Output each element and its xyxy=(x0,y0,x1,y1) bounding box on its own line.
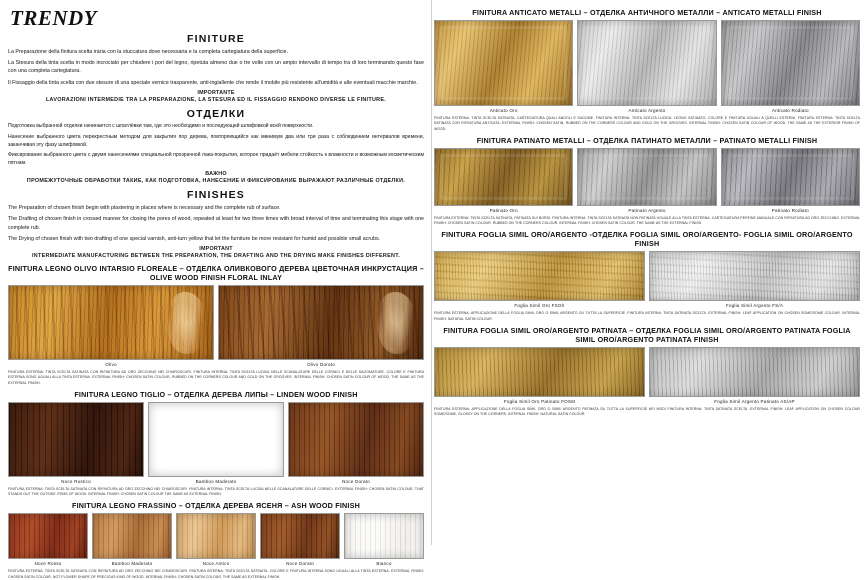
finish-legal-text: FINITURA ESTERNA: TINTA SCELTA SATINATA CON RIFINITURA AD ORO ZECCHINO NEI CHIAROSCURI. FINITURA INTERNA: TINTA SCELTA LUCIDA NELLE SCANALATURE DELLE CORNICI E DELLE SAGOMATURE. COLORE E FINITURA ESTERNA SONO UGUALI ALLA TINTA ESTERNA. EXTERNAL FINISH: CHOSEN SATIN COLOUR, RUBBED ON THE CORNERS COLOUR AND GOLD ON THE GROOVES. INTERNAL FINISH: CHOSEN SATIN COLOUR OF WOOD, THE SAME AS THE EXTERNAL FINISH. xyxy=(8,370,424,385)
swatch-caption: Foglia Simil Oro FSO/I xyxy=(514,303,565,309)
caption-row xyxy=(8,362,424,367)
swatch-noce-rustico[interactable] xyxy=(8,402,144,477)
finish-legal-text: FINITURA ESTERNA: TINTA SCELTA SATINATA CON RIFINITURA AD ORO ZECCHINO NEI CHIAROSCURI. FINITURA INTERNA: TINTA SCELTA SATINATA. COLORE E FINITURA INTERNA SONO UGUALI ALLA TINTA ESTERNA. EXTERNAL FINISH: CHOSEN SATIN COLOUR, NOT FLOWER SHAPE OF PRECIOUS KIND OF WOOD. INTERNAL FINISH: CHOSEN SATIN COLOUR, THE SAME AS EXTERNAL FINISH. xyxy=(8,569,424,579)
swatch-row xyxy=(434,251,860,301)
swatch-patinato-rodiato[interactable] xyxy=(721,148,860,206)
swatch-foglia-simil-argento[interactable] xyxy=(649,251,860,301)
finish-title: FINITURA FOGLIA SIMIL ORO/ARGENTO -ОТДЕЛКА FOGLIA SIMIL ORO/ARGENTO- FOGLIA SIMIL ORO/ARGENTO FINISH xyxy=(441,230,853,249)
swatch-noce-antico[interactable] xyxy=(176,513,256,559)
swatch-caption: Olivo xyxy=(105,362,117,368)
panel-frame xyxy=(583,154,710,200)
section-title-otdelki: ОТДЕЛКИ xyxy=(186,107,246,120)
brand-title: TRENDY xyxy=(10,6,97,30)
caption-row xyxy=(434,108,860,113)
finish-block-ash-wood xyxy=(8,501,424,580)
finish-title: FINITURA ANTICATO METALLI – ОТДЕЛКА АНТИЧНОГО МЕТАЛЛИ – ANTICATO METALLI FINISH xyxy=(472,8,822,17)
swatch-row xyxy=(434,148,860,206)
finish-title: FINITURA LEGNO TIGLIO – ОТДЕЛКА ДЕРЕВА ЛИПЫ – LINDEN WOOD FINISH xyxy=(74,389,358,399)
finish-legal-text: FINITURA ESTERNA: TINTA SCELTA SATINATA, PATINATA SUI BORDI. FINITURA INTERNA: TINTA SCELTA SATINATA NON PATINATA UGUALE ALLA TINTA ESTERNA. CARTEGIATURA PERFINE MANUALE CON RIFINITURA AD ORO ZECCHINO. EXTERNAL FINISH: CHOSEN SATIN COLOUR, RUBBED ON THE CORNERS COLOUR. INTERNAL FINISH: CHOSEN SATIN COLOUR, THE SAME AS THE EXTERNAL FINISH. xyxy=(434,215,860,225)
caption-row xyxy=(8,561,424,566)
swatch-caption: Noce Antico xyxy=(202,561,230,567)
important-label-it: IMPORTANTE xyxy=(197,89,235,96)
paragraph-en-3: The Drying of chosen finish with two drafting of one special varnish, anti-turn yellow that let the furniture be more resistant for humid and possible small acrubs. xyxy=(8,235,381,242)
finish-block-linden-wood xyxy=(8,390,424,498)
swatch-bianco[interactable] xyxy=(344,513,424,559)
swatch-caption: Olivo Dorato xyxy=(307,362,335,368)
swatch-caption: Patinato Oro xyxy=(489,207,518,213)
important-label-ru: ВАЖНО xyxy=(205,171,227,178)
finish-legal-text: FINITURA ESTERNA: TINTA SCELTA SATINATA, CARTEGIATURA QUALI ANGOLI E SAGOME. FINITURA INTERNA: TINTA SCELTA LUCIDA. LEGNO SATINATO, COLORE E FINITURA UGUALI A QUELLI ESTERNI. FINITURA ESTERNA: TINTA SCELTA SATINATA CON RIFINITURA ANTICATA. EXTERNAL FINISH: CHOSEN SATIN, RUBBED ON THE CORNERS COLOUR AND GOLD ON THE GROOVES. INTERNAL FINISH: CHOSEN SATIN COLOUR OF WOOD, THE SAME AS THE EXTERIOR FINISH OF WOOD. xyxy=(434,116,860,131)
swatch-patinato-oro[interactable] xyxy=(434,148,573,206)
paragraph-it-1: La Preparazione della finitura scelta inizia con la stuccatura dove necessaria e la completa cartegiatura della superficie. xyxy=(8,49,289,55)
swatch-row xyxy=(8,402,424,477)
paragraph-ru-2: Нанесение выбранного цвета перекрестным методом для закрытия пор дерева, повторяющийся как минимум два или три раза с соблюдением интервалов времени, заканчивая эту фазу шлифовкой. xyxy=(8,133,424,148)
swatch-caption: Patinato Argento xyxy=(628,207,666,213)
swatch-row xyxy=(434,20,860,106)
swatch-row xyxy=(8,513,424,559)
paragraph-it-3: Il Fissaggio della tinta scelta con due stesure di una speciale vernice trasparente, anti-ingiallente che rende il mobile più resistente all'umidità e alle eventuali macchie marchie. xyxy=(8,79,418,86)
swatch-row xyxy=(8,285,424,360)
floral-inlay-icon xyxy=(377,292,417,354)
swatch-caption: Noce Dorato xyxy=(342,478,370,484)
swatch-shading xyxy=(149,403,283,476)
finish-block-foglia-simil-patinata xyxy=(434,326,860,418)
caption-row xyxy=(434,303,860,308)
swatch-shading xyxy=(9,403,143,476)
caption-row xyxy=(434,208,860,213)
swatch-caption: Foglia Simil Argento FS/A xyxy=(725,303,784,309)
swatch-caption: Foglia Simil Argento Patinato AS/AP xyxy=(714,398,795,404)
swatch-shading xyxy=(177,514,255,558)
swatch-shading xyxy=(93,514,171,558)
finish-title: FINITURA LEGNO OLIVO INTARSIO FLOREALE – ОТДЕЛКА ОЛИВКОВОГО ДЕРЕВА ЦВЕТОЧНАЯ ИНКРУСТАЦИЯ – OLIVE WOOD FINISH FLORAL INLAY xyxy=(8,264,424,283)
section-title-finishes: FINISHES xyxy=(186,189,246,202)
swatch-caption: Anticato Argento xyxy=(628,108,666,113)
swatch-foglia-argento-patinato[interactable] xyxy=(649,347,860,397)
swatch-caption: Foglia Simil Oro Patinato FOSM xyxy=(503,398,576,404)
paragraph-en-2: The Drafting of chosen finish in crossed manner for closing the pores of wood, repeated at least for two three times with broad interval of time and terminating this stage with one complete rub. xyxy=(8,216,424,231)
swatch-foglia-simil-oro[interactable] xyxy=(434,251,645,301)
swatch-caption: Bamboo Maderato xyxy=(195,478,237,484)
panel-frame xyxy=(440,154,567,200)
swatch-bamboo-maderato[interactable] xyxy=(148,402,284,477)
swatch-shading xyxy=(650,252,859,300)
swatch-anticato-rodiato[interactable] xyxy=(721,20,860,106)
panel-frame xyxy=(727,26,854,100)
important-text-it: LAVORAZIONI INTERMEDIE TRA LA PREPARAZIONE, LA STESURA ED IL FISSAGGIO RENDONO DIVERSE LE FINITURE. xyxy=(45,96,387,103)
swatch-caption: Bianco xyxy=(376,561,392,567)
caption-row xyxy=(434,399,860,404)
finish-legal-text: FINITURA ESTERNA: APPLICAZIONE DELLA FOGLIA SIMIL ORO O SIMIL ARGENTO SU TUTTA LA SUPERFICIE. FINITURA INTERNA: TINTA SATINATA SCELTA. EXTERNAL FINISH: LEAF APPLICATION ON CHOSEN SOME/SOME COLOUR. INTERNAL FINISH: NATURAL SATIN COLOUR. xyxy=(434,311,860,321)
swatch-olivo-dorato[interactable] xyxy=(218,285,424,360)
finish-title: FINITURA LEGNO FRASSINO – ОТДЕЛКА ДЕРЕВА ЯСЕНЯ – ASH WOOD FINISH xyxy=(72,501,360,511)
paragraph-ru-3: Фиксирование выбранного цвета с двумя нанесениями специальной прозрачной лака-покрытия, которое придаёт мебели стойкость к влажности и возможным косметическим пятнам. xyxy=(8,152,424,167)
section-title-finiture: FINITURE xyxy=(186,33,245,45)
swatch-caption: Patinato Rodiato xyxy=(771,207,809,213)
left-column xyxy=(0,0,430,579)
right-column xyxy=(430,0,866,545)
finish-legal-text: FINITURA ESTERNA: APPLICAZIONE DELLA FOGLIA SIMIL ORO O SIMIL ARGENTO PATINATA SU TUTTA LA SUPERFICIE NEI MODI FINITURA INTERNA: TINTA SATINATA SCELTA. EXTERNAL FINISH: LEAF APPLICATION ON CHOSEN COLOUR SOME/SOME, GLOSSY ON THE CORNERS. INTERNAL FINISH: NATURAL SATIN COLOUR. xyxy=(434,406,860,416)
finish-title: FINITURA PATINATO METALLI – ОТДЕЛКА ПАТИНАТО МЕТАЛЛИ – PATINATO METALLI FINISH xyxy=(476,135,818,145)
finish-legal-text: FINITURA ESTERNA: TINTA SCELTA SATINATA CON RIFINITURA AD ORO ZECCHINO NEI CHIAROSCURI. FINITURA INTERNA: TINTA SCELTA LUCIDA NELLE SCANALATURE DELLE CORNICI. EXTERNAL FINISH: CHOSEN SATIN COLOUR, THAT STANDS OUT THE OUTSIDE ITEMS OF WOOD. INTERNAL FINISH: CHOSEN SATIN COLOUR THE SAME AS EXTERNAL FINISH. xyxy=(8,486,424,497)
paragraph-ru-1: Подготовка выбранной отделки начинается с шпатлёвки там, где это необходимо и последующей шлифовкой всей поверхности. xyxy=(8,122,314,129)
swatch-noce-dorato[interactable] xyxy=(288,402,424,477)
floral-inlay-icon xyxy=(167,292,207,354)
paragraph-en-1: The Preparation of chosen finish begin with plastering in places where is necessary and the complete rub of surface. xyxy=(8,205,281,212)
swatch-shading xyxy=(650,348,859,396)
caption-row xyxy=(8,479,424,484)
swatch-patinato-argento[interactable] xyxy=(577,148,716,206)
swatch-row xyxy=(434,347,860,397)
paragraph-it-2: La Stesura della tinta scelta in modo incrociato per chiudere i pori del legno, ripetuta almeno due o tre volte con un ampio intervallo di tempo tra di loro terminando questo fase con una completa cartegiatura. xyxy=(8,60,424,75)
swatch-caption: Noce Dorato xyxy=(286,561,314,567)
swatch-anticato-oro[interactable] xyxy=(434,20,573,106)
finish-block-anticato-metalli xyxy=(434,8,860,132)
finish-block-olive-wood xyxy=(8,264,424,386)
swatch-shading xyxy=(435,348,644,396)
swatch-foglia-oro-patinato[interactable] xyxy=(434,347,645,397)
swatch-caption: Bamboo Maderato xyxy=(111,561,153,567)
important-label-en: IMPORTANT xyxy=(199,246,233,253)
panel-frame xyxy=(727,154,854,200)
swatch-caption: Noce Rustico xyxy=(61,478,91,484)
swatch-anticato-argento[interactable] xyxy=(577,20,716,106)
swatch-caption: Noce Rosso xyxy=(34,561,62,567)
panel-frame xyxy=(583,26,710,100)
panel-frame xyxy=(440,26,567,100)
swatch-caption: Anticato Oro xyxy=(489,108,518,113)
finish-title: FINITURA FOGLIA SIMIL ORO/ARGENTO PATINATA – ОТДЕЛКА FOGLIA SIMIL ORO/ARGENTO PATINATA FOGLIA SIMIL ORO/ARGENTO PATINATA FINISH xyxy=(443,325,851,344)
important-text-en: INTERMEDIATE MANUFACTURING BETWEEN THE PREPARATION, THE DRAFTING AND THE DRYING MAKE FINISHES DIFFERENT. xyxy=(31,253,400,260)
important-text-ru: ПРОМЕЖУТОЧНЫЕ ОБРАБОТКИ ТАКИЕ, КАК ПОДГОТОВКА, НАНЕСЕНИЕ И ФИКСИРОВАНИЕ ВЫРАЖАЮТ РАЗЛИЧНЫЕ ОТДЕЛКИ. xyxy=(26,178,406,185)
swatch-shading xyxy=(9,514,87,558)
swatch-caption: Anticato Rodiato xyxy=(771,108,809,113)
swatch-shading xyxy=(261,514,339,558)
swatch-bamboo-maderato[interactable] xyxy=(92,513,172,559)
swatch-olivo[interactable] xyxy=(8,285,214,360)
swatch-shading xyxy=(289,403,423,476)
swatch-shading xyxy=(345,514,423,558)
swatch-shading xyxy=(435,252,644,300)
finish-block-patinato-metalli xyxy=(434,136,860,227)
finish-block-foglia-simil xyxy=(434,230,860,322)
swatch-noce-rosso[interactable] xyxy=(8,513,88,559)
swatch-noce-dorato[interactable] xyxy=(260,513,340,559)
